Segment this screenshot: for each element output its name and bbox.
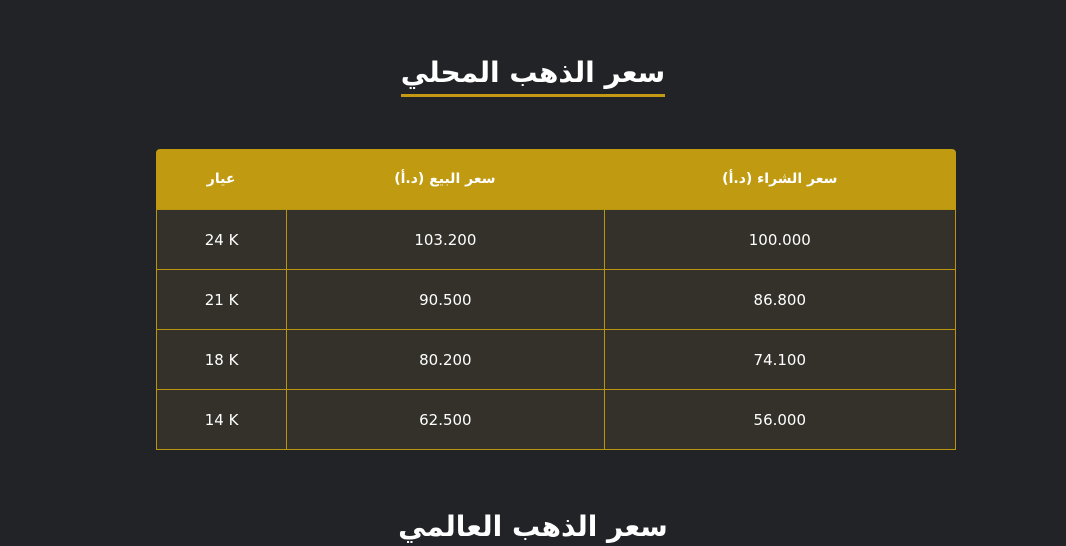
sell-price-cell: [286, 330, 603, 390]
local-gold-title-text: سعر الذهب المحلي: [401, 54, 665, 97]
karat-value: 24 K: [204, 230, 239, 249]
karat-value: 21 K: [204, 290, 239, 309]
buy-price-value: 86.800: [753, 290, 807, 309]
table-row: [156, 330, 956, 390]
buy-price-cell: [604, 390, 956, 450]
global-gold-section-title: سعر الذهب العالمي: [398, 510, 668, 543]
local-gold-section-title: [0, 54, 1066, 97]
gold-price-table: [156, 149, 956, 450]
table-row: [156, 270, 956, 330]
header-karat: عيار: [156, 149, 286, 209]
sell-price-cell: [286, 270, 603, 330]
table-row: [156, 209, 956, 270]
header-buy-price: سعر الشراء (د.أ): [604, 149, 956, 209]
buy-price-cell: [604, 330, 956, 390]
sell-price-cell: [286, 390, 603, 450]
sell-price-cell: [286, 209, 603, 270]
karat-cell: [156, 209, 286, 270]
karat-cell: [156, 390, 286, 450]
buy-price-cell: [604, 270, 956, 330]
table-row: [156, 390, 956, 450]
buy-price-cell: [604, 209, 956, 270]
buy-price-value: 100.000: [748, 230, 811, 249]
table-header-row: [156, 149, 956, 209]
sell-price-value: 62.500: [419, 410, 472, 429]
sell-price-value: 103.200: [414, 230, 477, 249]
sell-price-value: 80.200: [419, 350, 472, 369]
header-sell-price: سعر البيع (د.أ): [286, 149, 603, 209]
buy-price-value: 74.100: [753, 350, 807, 369]
karat-value: 14 K: [204, 410, 239, 429]
karat-cell: [156, 330, 286, 390]
karat-value: 18 K: [204, 350, 239, 369]
karat-cell: [156, 270, 286, 330]
sell-price-value: 90.500: [419, 290, 472, 309]
buy-price-value: 56.000: [753, 410, 807, 429]
